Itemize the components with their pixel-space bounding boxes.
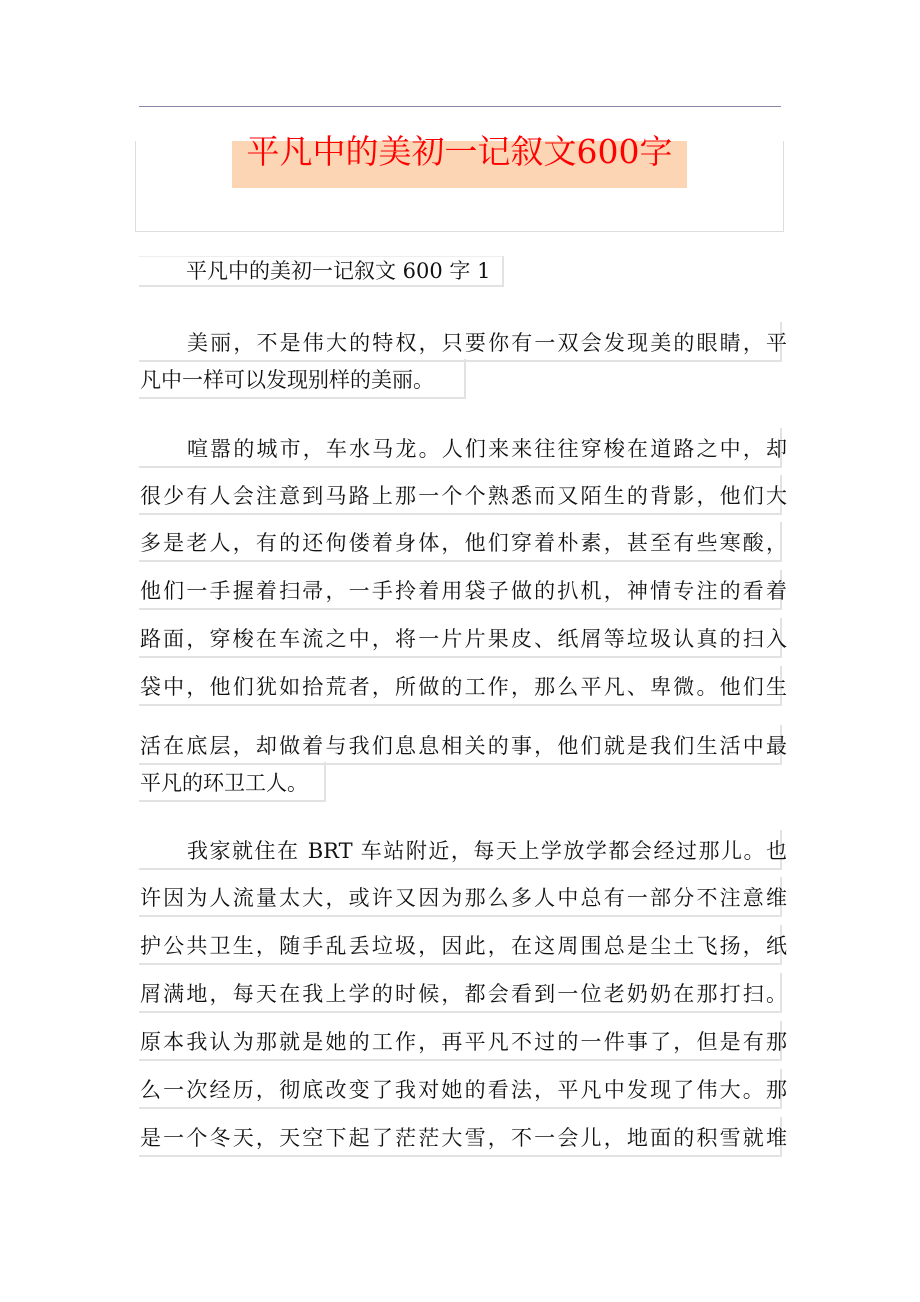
- paragraph-line: 喧嚣的城市，车水马龙。人们来来往往穿梭在道路之中，却: [187, 437, 787, 461]
- paragraph-line: 凡中一样可以发现别样的美丽。: [140, 368, 434, 392]
- paragraph-line: 护公共卫生，随手乱丢垃圾，因此，在这周围总是尘土飞扬，纸: [140, 934, 787, 958]
- document-title: 平凡中的美初一记叙文600字: [246, 132, 673, 171]
- paragraph-line: 我家就住在 BRT 车站附近，每天上学放学都会经过那儿。也: [187, 839, 787, 863]
- paragraph-line: 是一个冬天，天空下起了茫茫大雪，不一会儿，地面的积雪就堆: [140, 1126, 787, 1150]
- paragraph-line: 原本我认为那就是她的工作，再平凡不过的一件事了，但是有那: [140, 1030, 787, 1054]
- paragraph-line: 多是老人，有的还佝偻着身体，他们穿着朴素，甚至有些寒酸，: [140, 531, 787, 555]
- paragraph-line: 平凡的环卫工人。: [140, 771, 308, 795]
- paragraph-line: 么一次经历，彻底改变了我对她的看法，平凡中发现了伟大。那: [140, 1078, 787, 1102]
- paragraph-line: 他们一手握着扫帚，一手拎着用袋子做的扒机，神情专注的看着: [140, 579, 787, 603]
- paragraph-line: 美丽，不是伟大的特权，只要你有一双会发现美的眼睛，平: [187, 331, 787, 355]
- paragraph-line: 路面，穿梭在车流之中，将一片片果皮、纸屑等垃圾认真的扫入: [140, 627, 787, 651]
- paragraph-line: 活在底层，却做着与我们息息相关的事，他们就是我们生活中最: [140, 734, 787, 758]
- section-heading: 平凡中的美初一记叙文 600 字 1: [139, 256, 504, 287]
- paragraph-line: 许因为人流量太大，或许又因为那么多人中总有一部分不注意维: [140, 886, 787, 910]
- paragraph-line: 屑满地，每天在我上学的时候，都会看到一位老奶奶在那打扫。: [140, 982, 787, 1006]
- paragraph-line: 很少有人会注意到马路上那一个个熟悉而又陌生的背影，他们大: [140, 484, 787, 508]
- header-rule: [139, 106, 781, 107]
- paragraph-line: 袋中，他们犹如拾荒者，所做的工作，那么平凡、卑微。他们生: [140, 675, 787, 699]
